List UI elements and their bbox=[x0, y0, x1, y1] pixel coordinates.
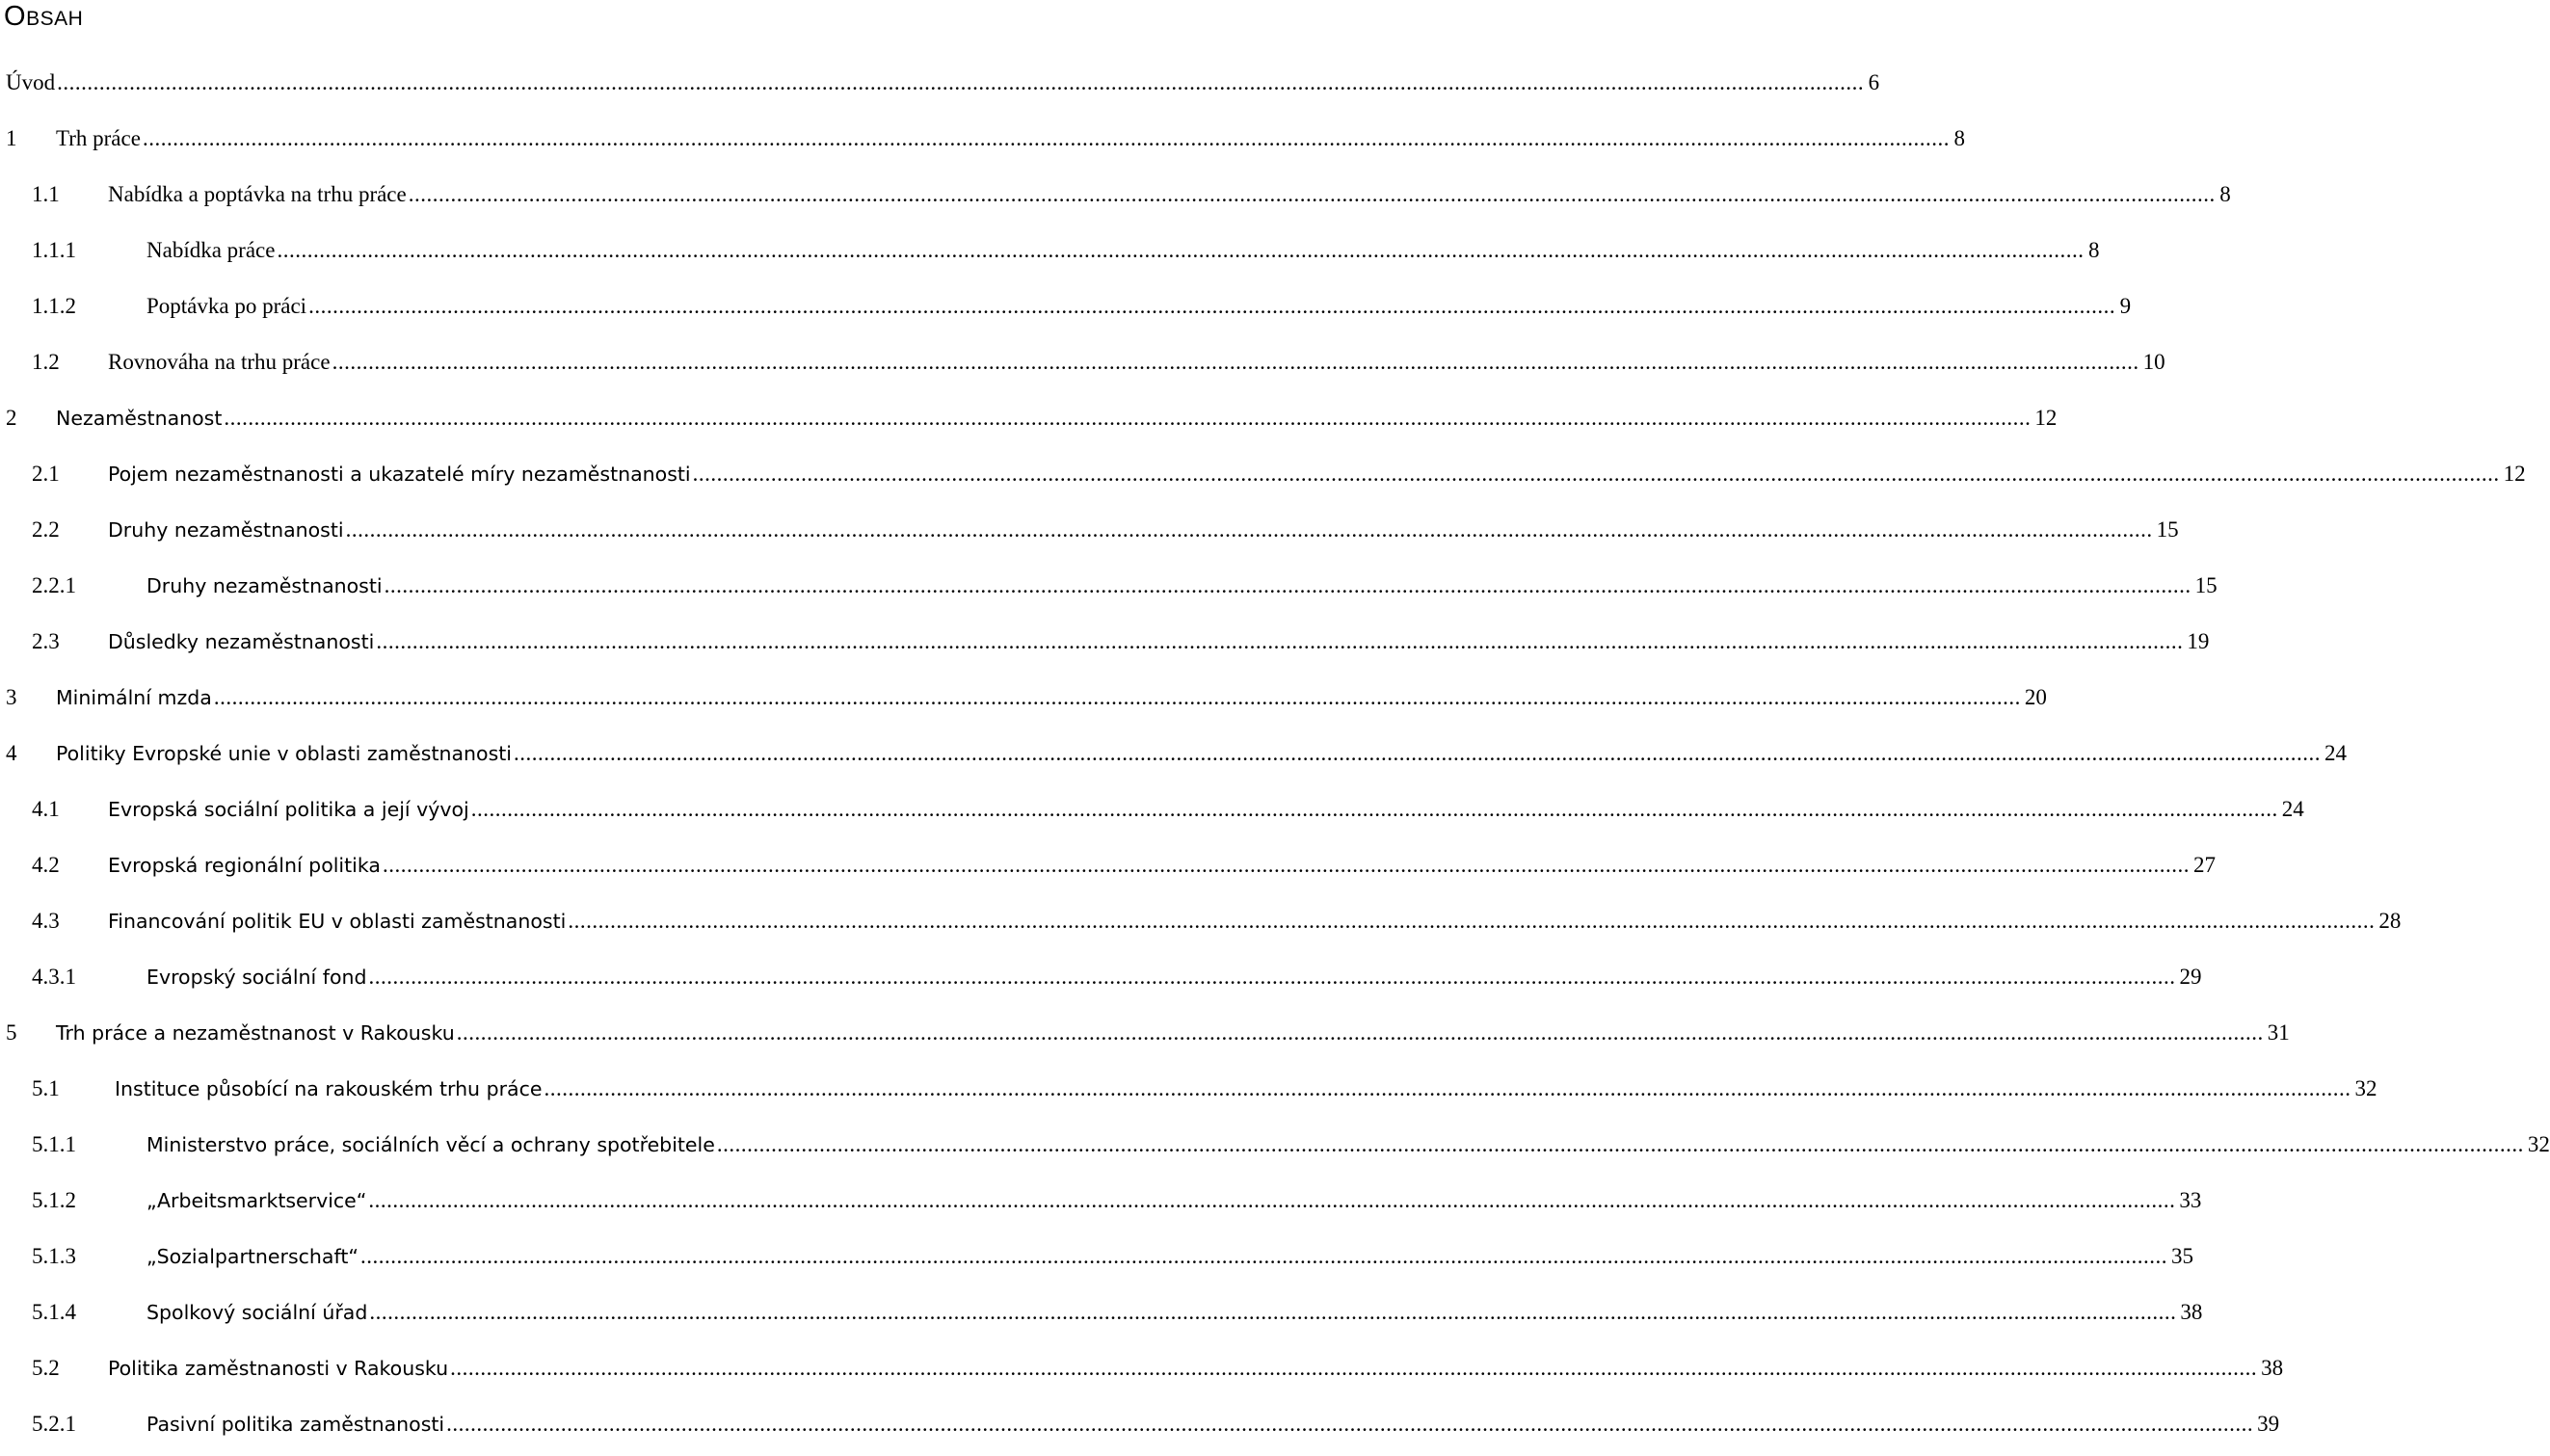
toc-entry[interactable] bbox=[0, 729, 2347, 785]
toc-dot-leader: ............................................................................................................................................................................................................................................................................................................ bbox=[544, 1076, 2351, 1100]
toc-entry-title: Ministerstvo práce, sociálních věcí a ochrany spotřebitele bbox=[146, 1133, 715, 1156]
toc-entry[interactable] bbox=[0, 338, 2165, 394]
toc-entry-number: 2.3 bbox=[32, 629, 60, 653]
toc-entry-number: 1.1.2 bbox=[32, 294, 76, 318]
toc-entry-page: 12 bbox=[2503, 462, 2526, 486]
toc-entry-number: 4 bbox=[6, 741, 17, 765]
toc-entry-page: 8 bbox=[2087, 238, 2100, 262]
toc-entry[interactable] bbox=[0, 1121, 2550, 1177]
toc-entry[interactable] bbox=[0, 59, 1880, 115]
toc-entry-page: 33 bbox=[2179, 1188, 2202, 1212]
toc-dot-leader: ............................................................................................................................................................................................................................................................................................................ bbox=[470, 797, 2278, 821]
toc-dot-leader: ............................................................................................................................................................................................................................................................................................................ bbox=[277, 238, 2085, 262]
toc-entry-number: 5.1.1 bbox=[32, 1132, 76, 1156]
toc-entry-page: 28 bbox=[2378, 909, 2402, 933]
toc-dot-leader: ............................................................................................................................................................................................................................................................................................................ bbox=[716, 1132, 2524, 1156]
toc-entry-number: 4.3 bbox=[32, 909, 60, 933]
toc-dot-leader: ............................................................................................................................................................................................................................................................................................................ bbox=[408, 182, 2216, 206]
toc-entry[interactable] bbox=[0, 674, 2047, 729]
toc-entry[interactable] bbox=[0, 897, 2402, 953]
toc-entry-number: 5.1 bbox=[32, 1076, 60, 1100]
toc-entry-number: 2 bbox=[6, 406, 17, 430]
toc-entry-number: 2.2.1 bbox=[32, 573, 76, 597]
toc-dot-leader: ............................................................................................................................................................................................................................................................................................................ bbox=[456, 1020, 2264, 1045]
toc-dot-leader: ............................................................................................................................................................................................................................................................................................................ bbox=[308, 294, 2116, 318]
toc-entry-number: 5.2.1 bbox=[32, 1412, 76, 1436]
toc-dot-leader: ............................................................................................................................................................................................................................................................................................................ bbox=[382, 853, 2190, 877]
toc-entry-page: 38 bbox=[2261, 1356, 2284, 1380]
toc-entry-page: 8 bbox=[1953, 126, 1965, 150]
toc-entry-page: 29 bbox=[2179, 965, 2202, 989]
toc-entry-page: 10 bbox=[2142, 350, 2165, 374]
toc-entry-page: 24 bbox=[2324, 741, 2347, 765]
toc-dot-leader: ............................................................................................................................................................................................................................................................................................................ bbox=[213, 685, 2021, 709]
toc-entry-title: Úvod bbox=[6, 70, 56, 94]
toc-entry-number: 3 bbox=[6, 685, 17, 709]
toc-entry-title: Pasivní politika zaměstnanosti bbox=[146, 1413, 445, 1436]
toc-entry-title: „Sozialpartnerschaft“ bbox=[146, 1245, 359, 1268]
toc-entry-number: 5 bbox=[6, 1020, 17, 1045]
table-of-contents bbox=[0, 59, 2550, 1456]
toc-entry-page: 15 bbox=[2156, 517, 2179, 542]
toc-entry-number: 5.2 bbox=[32, 1356, 60, 1380]
toc-entry[interactable] bbox=[0, 226, 2100, 282]
toc-entry[interactable] bbox=[0, 1344, 2284, 1400]
toc-entry-page: 32 bbox=[2354, 1076, 2377, 1100]
toc-entry-title: Druhy nezaměstnanosti bbox=[108, 518, 344, 542]
toc-dot-leader: ............................................................................................................................................................................................................................................................................................................ bbox=[360, 1244, 2167, 1268]
toc-dot-leader: ............................................................................................................................................................................................................................................................................................................ bbox=[332, 350, 2139, 374]
toc-entry[interactable] bbox=[0, 1065, 2377, 1121]
toc-dot-leader: ............................................................................................................................................................................................................................................................................................................ bbox=[376, 629, 2184, 653]
toc-entry[interactable] bbox=[0, 282, 2132, 338]
toc-entry[interactable] bbox=[0, 953, 2202, 1009]
toc-dot-leader: ............................................................................................................................................................................................................................................................................................................ bbox=[513, 741, 2321, 765]
toc-entry-number: 5.1.3 bbox=[32, 1244, 76, 1268]
toc-entry-number: 1.2 bbox=[32, 350, 60, 374]
toc-entry-title: Pojem nezaměstnanosti a ukazatelé míry nezaměstnanosti bbox=[108, 463, 691, 486]
toc-entry-page: 27 bbox=[2192, 853, 2216, 877]
toc-entry-number: 5.1.2 bbox=[32, 1188, 76, 1212]
toc-entry-title: Politiky Evropské unie v oblasti zaměstnanosti bbox=[56, 742, 512, 765]
page-title: OBSAH bbox=[4, 1, 84, 32]
toc-entry-title: Poptávka po práci bbox=[146, 294, 307, 318]
toc-entry-page: 31 bbox=[2267, 1020, 2290, 1045]
toc-entry-page: 8 bbox=[2219, 182, 2231, 206]
toc-entry-title: Politika zaměstnanosti v Rakousku bbox=[108, 1357, 449, 1380]
toc-entry[interactable] bbox=[0, 1177, 2202, 1232]
toc-dot-leader: ............................................................................................................................................................................................................................................................................................................ bbox=[692, 462, 2500, 486]
toc-entry-number: 4.3.1 bbox=[32, 965, 76, 989]
toc-entry-title: Evropská sociální politika a její vývoj bbox=[108, 798, 469, 821]
toc-dot-leader: ............................................................................................................................................................................................................................................................................................................ bbox=[369, 1300, 2177, 1324]
toc-entry-title: Trh práce a nezaměstnanost v Rakousku bbox=[56, 1021, 455, 1045]
toc-dot-leader: ............................................................................................................................................................................................................................................................................................................ bbox=[345, 517, 2153, 542]
toc-entry-page: 35 bbox=[2171, 1244, 2193, 1268]
toc-entry-title: Financování politik EU v oblasti zaměstnanosti bbox=[108, 910, 567, 933]
toc-entry[interactable] bbox=[0, 1288, 2203, 1344]
toc-entry-number: 1 bbox=[6, 126, 17, 150]
toc-entry-title: Evropská regionální politika bbox=[108, 854, 381, 877]
toc-entry[interactable] bbox=[0, 394, 2058, 450]
toc-entry-page: 15 bbox=[2194, 573, 2218, 597]
toc-entry[interactable] bbox=[0, 115, 1965, 171]
toc-entry-title: Druhy nezaměstnanosti bbox=[146, 574, 383, 597]
toc-entry[interactable] bbox=[0, 785, 2304, 841]
toc-entry-page: 39 bbox=[2257, 1412, 2280, 1436]
toc-dot-leader: ............................................................................................................................................................................................................................................................................................................ bbox=[142, 126, 1950, 150]
toc-entry-number: 1.1.1 bbox=[32, 238, 76, 262]
toc-dot-leader: ............................................................................................................................................................................................................................................................................................................ bbox=[384, 573, 2191, 597]
toc-entry-page: 6 bbox=[1868, 70, 1880, 94]
toc-entry-title: Trh práce bbox=[56, 126, 141, 150]
toc-entry-title: „Arbeitsmarktservice“ bbox=[146, 1189, 367, 1212]
toc-entry-page: 9 bbox=[2119, 294, 2132, 318]
toc-entry[interactable] bbox=[0, 618, 2210, 674]
toc-entry-title: Evropský sociální fond bbox=[146, 966, 367, 989]
toc-entry[interactable] bbox=[0, 450, 2526, 506]
toc-dot-leader: ............................................................................................................................................................................................................................................................................................................ bbox=[224, 406, 2032, 430]
toc-entry-number: 2.2 bbox=[32, 517, 60, 542]
toc-entry-page: 12 bbox=[2034, 406, 2058, 430]
toc-entry-number: 5.1.4 bbox=[32, 1300, 76, 1324]
toc-entry-page: 38 bbox=[2180, 1300, 2203, 1324]
toc-entry[interactable] bbox=[0, 171, 2231, 226]
toc-entry-page: 20 bbox=[2024, 685, 2047, 709]
toc-entry-page: 19 bbox=[2187, 629, 2210, 653]
toc-entry-title: Spolkový sociální úřad bbox=[146, 1301, 368, 1324]
toc-entry[interactable] bbox=[0, 1232, 2193, 1288]
toc-dot-leader: ............................................................................................................................................................................................................................................................................................................ bbox=[57, 70, 1865, 94]
toc-entry[interactable] bbox=[0, 562, 2218, 618]
toc-entry-title: Nezaměstnanost bbox=[56, 407, 223, 430]
toc-dot-leader: ............................................................................................................................................................................................................................................................................................................ bbox=[446, 1412, 2254, 1436]
toc-entry-number: 2.1 bbox=[32, 462, 60, 486]
toc-entry-title: Instituce působící na rakouském trhu práce bbox=[115, 1077, 543, 1100]
toc-entry[interactable] bbox=[0, 1400, 2280, 1456]
toc-entry-number: 1.1 bbox=[32, 182, 60, 206]
toc-dot-leader: ............................................................................................................................................................................................................................................................................................................ bbox=[368, 965, 2176, 989]
toc-entry-page: 24 bbox=[2281, 797, 2304, 821]
toc-dot-leader: ............................................................................................................................................................................................................................................................................................................ bbox=[568, 909, 2376, 933]
toc-entry[interactable] bbox=[0, 841, 2216, 897]
toc-entry-page: 32 bbox=[2527, 1132, 2550, 1156]
toc-entry-title: Nabídka práce bbox=[146, 238, 276, 262]
toc-entry-title: Důsledky nezaměstnanosti bbox=[108, 630, 375, 653]
toc-entry[interactable] bbox=[0, 506, 2179, 562]
toc-entry-title: Rovnováha na trhu práce bbox=[108, 350, 331, 374]
toc-dot-leader: ............................................................................................................................................................................................................................................................................................................ bbox=[368, 1188, 2176, 1212]
toc-entry-title: Minimální mzda bbox=[56, 686, 212, 709]
toc-entry[interactable] bbox=[0, 1009, 2290, 1065]
toc-entry-title: Nabídka a poptávka na trhu práce bbox=[108, 182, 407, 206]
toc-entry-number: 4.1 bbox=[32, 797, 60, 821]
toc-entry-number: 4.2 bbox=[32, 853, 60, 877]
toc-dot-leader: ............................................................................................................................................................................................................................................................................................................ bbox=[450, 1356, 2258, 1380]
